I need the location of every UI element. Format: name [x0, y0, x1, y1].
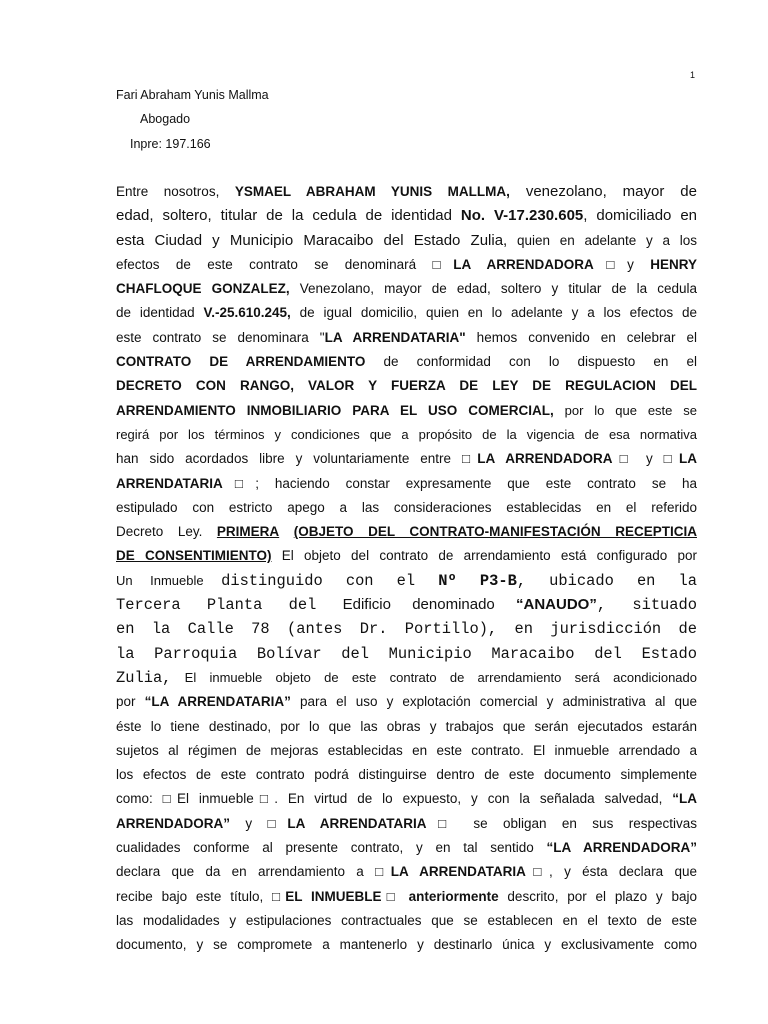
text-run: , domiciliado en — [583, 207, 697, 225]
text-run: por lo que este se — [553, 402, 697, 418]
text-run: estipulado con estricto apego a las consideraciones establecidas en el referido — [116, 499, 697, 515]
text-run: hemos convenido en celebrar el — [465, 329, 697, 345]
paragraph-line — [116, 617, 697, 641]
text-run: Nº P3-B — [438, 571, 517, 590]
paragraph-line — [116, 301, 697, 325]
text-run: denominado — [390, 596, 516, 614]
text-run: cualidades conforme al presente contrato, y en tal sentido — [116, 840, 547, 856]
paragraph-line — [116, 909, 697, 933]
text-run: este contrato se denominara " — [116, 329, 325, 345]
paragraph-line — [116, 642, 697, 666]
text-run: éste lo tiene destinado, por lo que las obras y trabajos que serán ejecutados estarán — [116, 718, 697, 734]
text-run: □EL INMUEBLE□ anteriormente — [272, 888, 499, 904]
text-run: Entre nosotros, — [116, 184, 235, 199]
paragraph-line — [116, 326, 697, 350]
text-run: CHAFLOQUE GONZALEZ, — [116, 281, 290, 297]
text-run — [279, 524, 294, 539]
text-run: por — [116, 694, 145, 710]
text-run: DECRETO CON RANGO, VALOR Y FUERZA DE LEY DE REGULACION DEL — [116, 378, 697, 394]
text-run: se obligan en sus respectivas — [457, 815, 697, 831]
text-run: “LA ARRENDADORA” — [546, 840, 697, 856]
paragraph-line — [116, 569, 697, 593]
text-run: “LA — [672, 791, 697, 807]
paragraph-line — [116, 350, 697, 374]
text-run: declara que da en arrendamiento a — [116, 864, 376, 880]
text-run: recibe bajo este título, — [116, 888, 273, 904]
text-run: Un Inmueble — [116, 572, 222, 588]
paragraph-line — [116, 277, 697, 301]
text-run: (OBJETO DEL CONTRATO-MANIFESTACIÓN RECEPTICIA — [293, 524, 697, 540]
text-run: Edificio — [342, 596, 391, 614]
paragraph-line — [116, 374, 697, 398]
paragraph-line — [116, 229, 697, 253]
paragraph-line — [116, 544, 697, 568]
text-run: □LA ARRENDADORA□ — [432, 256, 628, 272]
text-run: la Parroquia Bolívar del Municipio Maracaibo del Estado — [116, 644, 697, 663]
text-run: descrito, por el plazo y bajo — [498, 888, 697, 904]
paragraph-line — [116, 715, 697, 739]
text-run: PRIMERA — [216, 524, 280, 540]
text-run: □LA — [663, 451, 697, 467]
paragraph-line — [116, 472, 697, 496]
text-run: “LA ARRENDATARIA” — [144, 694, 291, 710]
text-run: DE CONSENTIMIENTO) — [116, 548, 272, 564]
text-run: las modalidades y estipulaciones contractuales que se establecen en el texto de este — [116, 912, 697, 928]
text-run: , situado — [596, 596, 697, 615]
text-run: No. V-17.230.605 — [460, 207, 584, 225]
text-run: de conformidad con lo dispuesto en el — [365, 354, 697, 370]
text-run: □LA ARRENDATARIA□ — [267, 815, 458, 831]
paragraph-line — [116, 447, 697, 471]
text-run: para el uso y explotación comercial y administrativa al que — [290, 694, 697, 710]
text-run: , ubicado en la — [516, 571, 697, 590]
paragraph-line — [116, 666, 697, 690]
text-run: efectos de este contrato se denominará — [116, 256, 433, 272]
text-run: han sido acordados libre y voluntariamente entre — [116, 451, 462, 467]
text-run: sujetos al régimen de mejoras establecidas en este contrato. El inmueble arrendado a — [116, 742, 697, 758]
paragraph-line — [116, 860, 697, 884]
paragraph-line — [116, 204, 697, 228]
text-run: en la Calle 78 (antes Dr. Portillo), en jurisdicción de — [116, 620, 697, 639]
text-run: y — [230, 815, 268, 831]
paragraph-line — [116, 593, 697, 617]
text-run: V.-25.610.245, — [203, 305, 291, 321]
text-run: CONTRATO DE ARRENDAMIENTO — [116, 354, 366, 370]
text-run: edad, soltero, titular de la cedula de identidad — [116, 207, 461, 225]
lawyer-name: Fari Abraham Yunis Mallma — [116, 88, 269, 102]
paragraph-line — [116, 763, 697, 787]
text-run: regirá por los términos y condiciones que a propósito de la vigencia de esa normativa — [116, 426, 697, 442]
text-run: YSMAEL ABRAHAM YUNIS MALLMA, — [234, 184, 510, 199]
text-run: documento, y se compromete a mantenerlo y destinarlo única y exclusivamente como — [116, 937, 697, 953]
text-run: de identidad — [116, 305, 204, 321]
text-run: El objeto del contrato de arrendamiento está configurado por — [271, 548, 697, 564]
text-run: esta Ciudad y Municipio Maracaibo del Estado Zulia, — [116, 231, 508, 249]
lawyer-inpre: Inpre: 197.166 — [130, 137, 211, 151]
text-run: El inmueble objeto de este contrato de arrendamiento será acondicionado — [171, 669, 697, 685]
text-run: ARRENDATARIA□ — [116, 475, 256, 491]
paragraph-line — [116, 520, 697, 544]
paragraph-line — [116, 399, 697, 423]
paragraph-line — [116, 787, 697, 811]
lawyer-title: Abogado — [140, 112, 191, 126]
text-run: Venezolano, mayor de edad, soltero y titular de la cedula — [289, 281, 697, 297]
contract-body — [116, 180, 697, 958]
text-run: Zulia, — [116, 668, 172, 687]
text-run: □LA ARRENDADORA□ — [461, 451, 636, 467]
text-run: , y ésta declara que — [549, 864, 697, 880]
paragraph-line — [116, 812, 697, 836]
text-run: Tercera Planta del — [116, 596, 343, 615]
paragraph-line — [116, 836, 697, 860]
text-run: venezolano, mayor de — [509, 183, 697, 200]
text-run: LA ARRENDATARIA" — [324, 329, 466, 345]
paragraph-line — [116, 690, 697, 714]
text-run: “ANAUDO” — [515, 596, 597, 614]
text-run: y — [635, 451, 664, 467]
page-number: 1 — [690, 70, 696, 80]
text-run: de igual domicilio, quien en lo adelante y a los efectos de — [290, 305, 697, 321]
text-run: distinguido con el — [221, 571, 439, 590]
paragraph-line — [116, 180, 697, 204]
paragraph-line — [116, 739, 697, 763]
paragraph-line — [116, 885, 697, 909]
paragraph-line — [116, 933, 697, 957]
text-run: □LA ARRENDATARIA□ — [375, 864, 550, 880]
text-run: Decreto Ley. — [116, 524, 217, 540]
text-run: como: □El inmueble□. En virtud de lo expuesto, y con la señalada salvedad, — [116, 791, 673, 807]
text-run: HENRY — [650, 256, 697, 272]
paragraph-line — [116, 496, 697, 520]
text-run: los efectos de este contrato podrá distinguirse dentro de este documento simplemente — [116, 767, 697, 783]
text-run: ; haciendo constar expresamente que este contrato se ha — [255, 475, 697, 491]
text-run: y — [627, 256, 651, 272]
text-run: ARRENDADORA” — [116, 815, 230, 831]
paragraph-line — [116, 253, 697, 277]
text-run: quien en adelante y a los — [507, 232, 697, 248]
text-run: ARRENDAMIENTO INMOBILIARIO PARA EL USO COMERCIAL, — [116, 402, 554, 418]
paragraph-line — [116, 423, 697, 447]
